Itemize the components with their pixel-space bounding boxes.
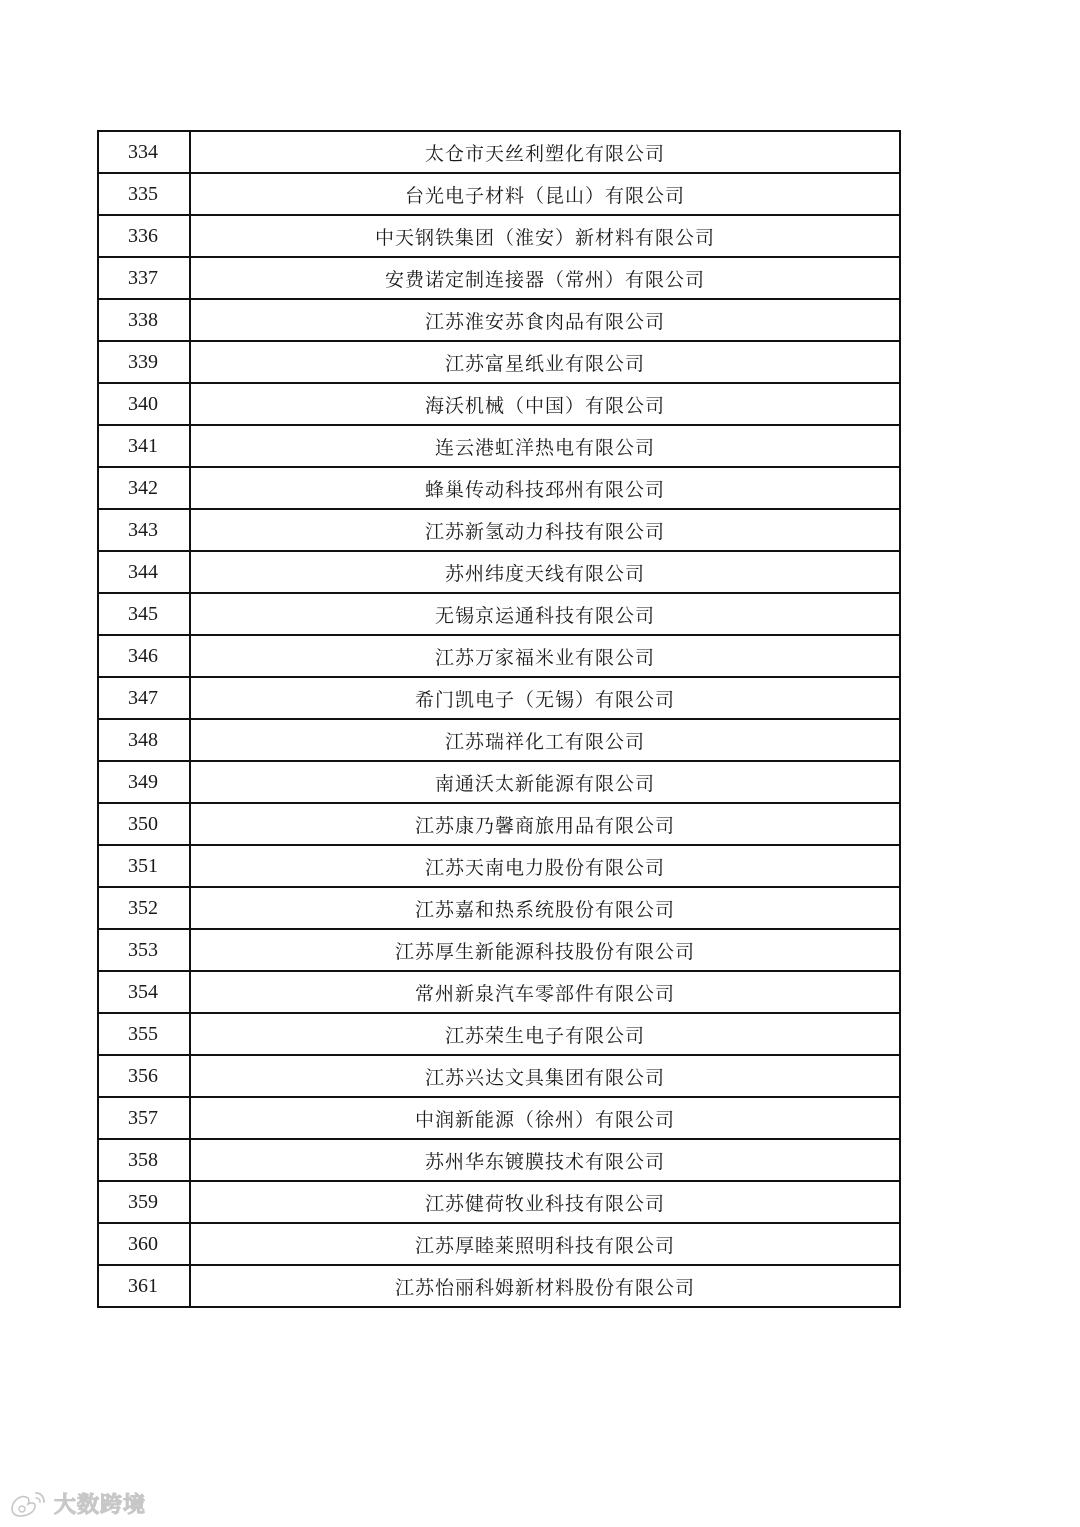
company-name: 江苏天南电力股份有限公司 xyxy=(190,845,900,887)
row-number: 355 xyxy=(98,1013,190,1055)
company-name: 海沃机械（中国）有限公司 xyxy=(190,383,900,425)
company-name: 江苏兴达文具集团有限公司 xyxy=(190,1055,900,1097)
company-name: 江苏康乃馨商旅用品有限公司 xyxy=(190,803,900,845)
table-row xyxy=(98,929,900,971)
table-row xyxy=(98,719,900,761)
table-row xyxy=(98,1181,900,1223)
table-row xyxy=(98,1055,900,1097)
row-number: 334 xyxy=(98,131,190,173)
company-name: 中天钢铁集团（淮安）新材料有限公司 xyxy=(190,215,900,257)
row-number: 338 xyxy=(98,299,190,341)
table-row xyxy=(98,1097,900,1139)
company-name: 江苏瑞祥化工有限公司 xyxy=(190,719,900,761)
company-name: 蜂巢传动科技邳州有限公司 xyxy=(190,467,900,509)
company-name: 台光电子材料（昆山）有限公司 xyxy=(190,173,900,215)
table-row xyxy=(98,341,900,383)
table-row xyxy=(98,425,900,467)
row-number: 347 xyxy=(98,677,190,719)
row-number: 342 xyxy=(98,467,190,509)
company-name: 江苏嘉和热系统股份有限公司 xyxy=(190,887,900,929)
company-name: 江苏厚睦莱照明科技有限公司 xyxy=(190,1223,900,1265)
table-row xyxy=(98,845,900,887)
company-name: 江苏荣生电子有限公司 xyxy=(190,1013,900,1055)
table-row xyxy=(98,1223,900,1265)
company-name: 江苏怡丽科姆新材料股份有限公司 xyxy=(190,1265,900,1307)
table-body xyxy=(98,131,900,1307)
table-row xyxy=(98,1139,900,1181)
company-name: 苏州纬度天线有限公司 xyxy=(190,551,900,593)
company-name: 江苏富星纸业有限公司 xyxy=(190,341,900,383)
table-row xyxy=(98,971,900,1013)
company-name: 常州新泉汽车零部件有限公司 xyxy=(190,971,900,1013)
company-name: 无锡京运通科技有限公司 xyxy=(190,593,900,635)
table-row xyxy=(98,299,900,341)
row-number: 336 xyxy=(98,215,190,257)
table-row xyxy=(98,761,900,803)
company-name: 江苏淮安苏食肉品有限公司 xyxy=(190,299,900,341)
company-name: 希门凯电子（无锡）有限公司 xyxy=(190,677,900,719)
row-number: 341 xyxy=(98,425,190,467)
table-row xyxy=(98,551,900,593)
table-row xyxy=(98,803,900,845)
company-table xyxy=(97,130,901,1308)
row-number: 351 xyxy=(98,845,190,887)
row-number: 340 xyxy=(98,383,190,425)
row-number: 356 xyxy=(98,1055,190,1097)
row-number: 350 xyxy=(98,803,190,845)
table-row xyxy=(98,467,900,509)
row-number: 349 xyxy=(98,761,190,803)
company-name: 安费诺定制连接器（常州）有限公司 xyxy=(190,257,900,299)
company-name: 江苏健荷牧业科技有限公司 xyxy=(190,1181,900,1223)
company-name: 中润新能源（徐州）有限公司 xyxy=(190,1097,900,1139)
company-name: 江苏万家福米业有限公司 xyxy=(190,635,900,677)
table-row xyxy=(98,257,900,299)
row-number: 360 xyxy=(98,1223,190,1265)
table-row xyxy=(98,1265,900,1307)
row-number: 358 xyxy=(98,1139,190,1181)
watermark xyxy=(8,1488,146,1519)
row-number: 352 xyxy=(98,887,190,929)
company-name: 太仓市天丝利塑化有限公司 xyxy=(190,131,900,173)
table-row xyxy=(98,509,900,551)
row-number: 344 xyxy=(98,551,190,593)
company-name: 江苏新氢动力科技有限公司 xyxy=(190,509,900,551)
table-row xyxy=(98,131,900,173)
watermark-text: 大数跨境 xyxy=(54,1493,147,1518)
row-number: 359 xyxy=(98,1181,190,1223)
table-row xyxy=(98,887,900,929)
row-number: 353 xyxy=(98,929,190,971)
table-row xyxy=(98,173,900,215)
company-name: 苏州华东镀膜技术有限公司 xyxy=(190,1139,900,1181)
row-number: 346 xyxy=(98,635,190,677)
company-name: 南通沃太新能源有限公司 xyxy=(190,761,900,803)
row-number: 354 xyxy=(98,971,190,1013)
company-name: 江苏厚生新能源科技股份有限公司 xyxy=(190,929,900,971)
table-row xyxy=(98,383,900,425)
row-number: 348 xyxy=(98,719,190,761)
row-number: 339 xyxy=(98,341,190,383)
row-number: 361 xyxy=(98,1265,190,1307)
table-row xyxy=(98,215,900,257)
row-number: 357 xyxy=(98,1097,190,1139)
table-row xyxy=(98,1013,900,1055)
row-number: 343 xyxy=(98,509,190,551)
row-number: 345 xyxy=(98,593,190,635)
row-number: 337 xyxy=(98,257,190,299)
table-row xyxy=(98,593,900,635)
table-row xyxy=(98,635,900,677)
weibo-logo-icon xyxy=(8,1489,48,1519)
row-number: 335 xyxy=(98,173,190,215)
table-row xyxy=(98,677,900,719)
company-name: 连云港虹洋热电有限公司 xyxy=(190,425,900,467)
